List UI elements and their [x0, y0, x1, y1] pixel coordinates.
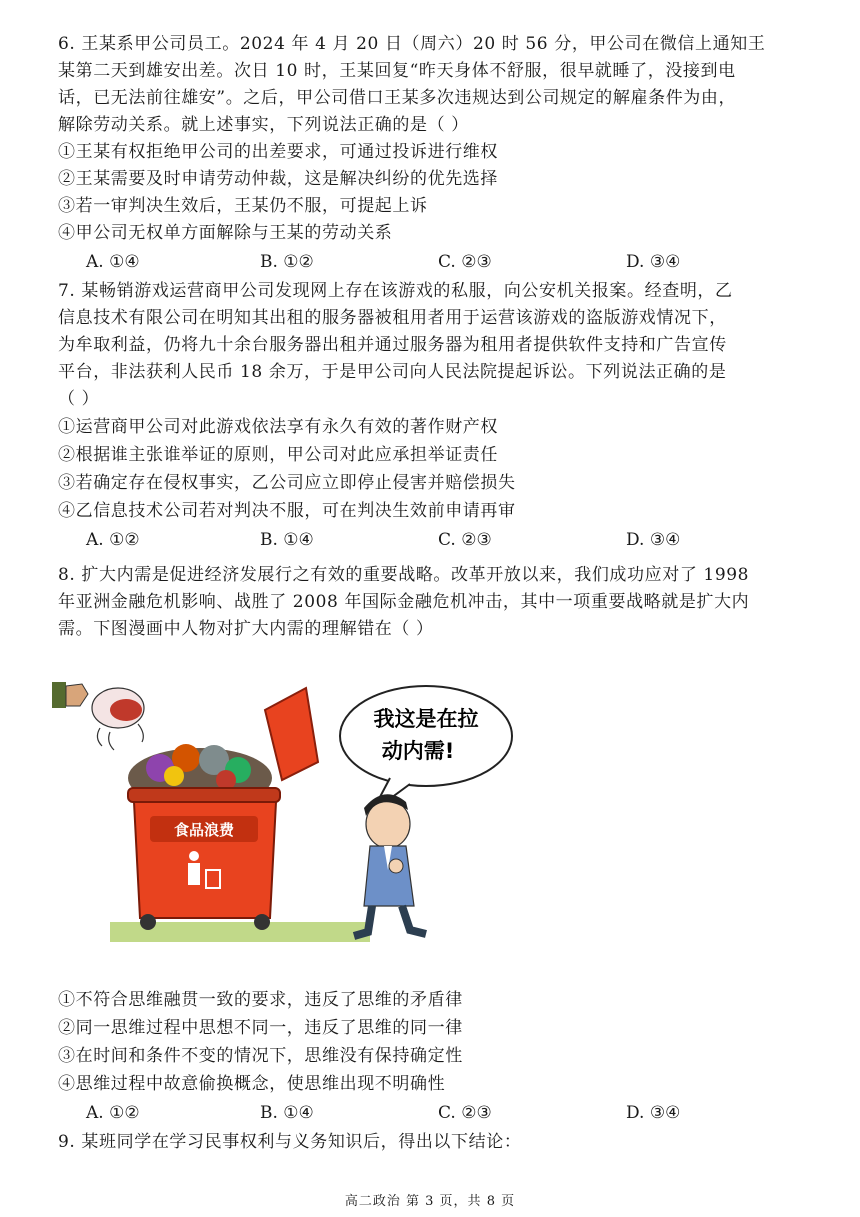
q6-options [86, 250, 726, 274]
q8-option-d[interactable]: D. ③④ [626, 1103, 681, 1123]
q8-stem-line-3: 需。下图漫画中人物对扩大内需的理解错在（ ） [58, 619, 434, 639]
q8-stem-line-1: 8. 扩大内需是促进经济发展行之有效的重要战略。改革开放以来，我们成功应对了 1998 [58, 565, 750, 585]
q6-statement-1: ①王某有权拒绝甲公司的出差要求，可通过投诉进行维权 [58, 142, 498, 162]
q7-option-d[interactable]: D. ③④ [626, 530, 681, 550]
q7-option-b[interactable]: B. ①④ [260, 530, 314, 550]
q7-options [86, 528, 726, 552]
q6-stem-line-1: 6. 王某系甲公司员工。2024 年 4 月 20 日（周六）20 时 56 分，甲公司在微信上通知王 [58, 34, 766, 54]
q8-statement-1: ①不符合思维融贯一致的要求，违反了思维的矛盾律 [58, 990, 463, 1010]
q8-option-b[interactable]: B. ①④ [260, 1103, 314, 1123]
q9-stem: 9. 某班同学在学习民事权利与义务知识后，得出以下结论： [58, 1132, 522, 1152]
food-waste-cartoon [50, 680, 520, 950]
q8-option-a[interactable]: A. ①② [86, 1103, 140, 1123]
q6-statement-3: ③若一审判决生效后，王某仍不服，可提起上诉 [58, 196, 428, 216]
q7-stem-line-2: 信息技术有限公司在明知其出租的服务器被租用者用于运营该游戏的盗版游戏情况下， [58, 308, 727, 328]
page-footer: 高二政治 第 3 页，共 8 页 [344, 1194, 516, 1209]
q8-statement-4: ④思维过程中故意偷换概念，使思维出现不明确性 [58, 1074, 446, 1094]
character-figure [354, 794, 426, 936]
q6-option-a[interactable]: A. ①④ [86, 252, 140, 272]
speech-bubble [340, 686, 512, 812]
q7-statement-1: ①运营商甲公司对此游戏依法享有永久有效的著作财产权 [58, 417, 498, 437]
q6-stem-line-4: 解除劳动关系。就上述事实，下列说法正确的是（ ） [58, 115, 469, 135]
q6-option-d[interactable]: D. ③④ [626, 252, 681, 272]
q7-statement-4: ④乙信息技术公司若对判决不服，可在判决生效前申请再审 [58, 501, 516, 521]
trash-bin [128, 688, 318, 930]
q6-statement-4: ④甲公司无权单方面解除与王某的劳动关系 [58, 223, 393, 243]
q7-statement-3: ③若确定存在侵权事实，乙公司应立即停止侵害并赔偿损失 [58, 473, 516, 493]
q6-statement-2: ②王某需要及时申请劳动仲裁，这是解决纠纷的优先选择 [58, 169, 498, 189]
q8-options [86, 1101, 726, 1125]
q7-stem-line-1: 7. 某畅销游戏运营商甲公司发现网上存在该游戏的私服，向公安机关报案。经查明，乙 [58, 281, 733, 301]
q7-stem-line-4: 平台，非法获利人民币 18 余万，于是甲公司向人民法院提起诉讼。下列说法正确的是 [58, 362, 727, 382]
q6-option-b[interactable]: B. ①② [260, 252, 314, 272]
q8-statement-3: ③在时间和条件不变的情况下，思维没有保持确定性 [58, 1046, 463, 1066]
q8-stem-line-2: 年亚洲金融危机影响、战胜了 2008 年国际金融危机冲击，其中一项重要战略就是扩大内 [58, 592, 750, 612]
q7-option-c[interactable]: C. ②③ [438, 530, 492, 550]
q8-option-c[interactable]: C. ②③ [438, 1103, 492, 1123]
q8-statement-2: ②同一思维过程中思想不同一，违反了思维的同一律 [58, 1018, 463, 1038]
q7-stem-line-5: （ ） [58, 389, 100, 409]
dumping-hand-icon [52, 682, 144, 750]
speech-line-2: 动内需! [381, 739, 455, 763]
bin-label: 食品浪费 [173, 821, 235, 839]
q6-stem-line-2: 某第二天到雄安出差。次日 10 时，王某回复“昨天身体不舒服，很早就睡了，没接到电 [58, 61, 736, 81]
speech-line-1: 我这是在拉 [373, 707, 479, 731]
q7-option-a[interactable]: A. ①② [86, 530, 140, 550]
q7-statement-2: ②根据谁主张谁举证的原则，甲公司对此应承担举证责任 [58, 445, 498, 465]
q6-stem-line-3: 话，已无法前往雄安”。之后，甲公司借口王某多次违规达到公司规定的解雇条件为由， [58, 88, 737, 108]
q6-option-c[interactable]: C. ②③ [438, 252, 492, 272]
q7-stem-line-3: 为牟取利益，仍将九十余台服务器出租并通过服务器为租用者提供软件支持和广告宣传 [58, 335, 727, 355]
